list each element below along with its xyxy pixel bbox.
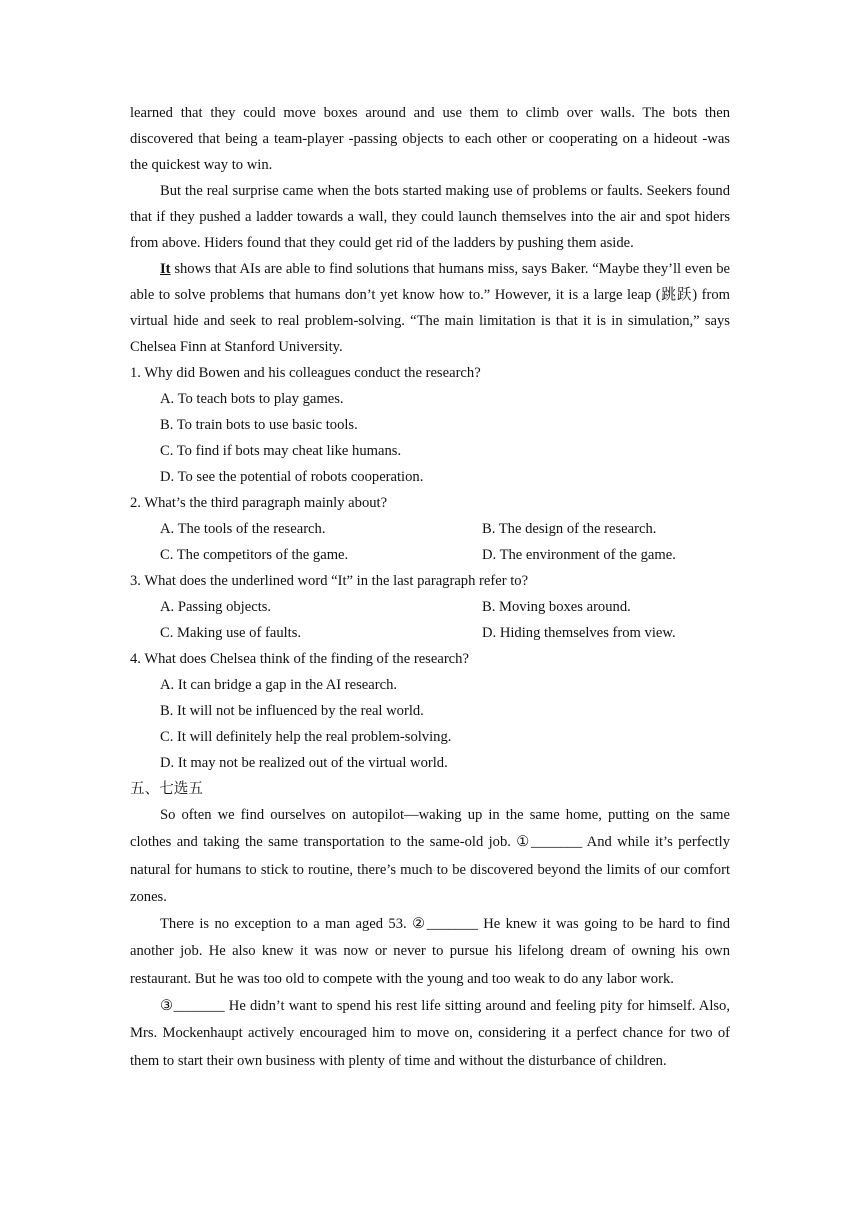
option-b: B. To train bots to use basic tools. <box>160 417 358 433</box>
option-row <box>130 594 730 620</box>
option-c: C. To find if bots may cheat like humans. <box>160 443 402 459</box>
option-row <box>130 620 730 646</box>
option-d: D. The environment of the game. <box>482 547 676 563</box>
underlined-word-it: It <box>160 261 171 277</box>
option-row <box>130 542 730 568</box>
question-2 <box>130 490 730 568</box>
option-c: C. Making use of faults. <box>160 625 302 641</box>
section5-paragraph-1: So often we find ourselves on autopilot—waking up in the same home, putting on the same clothes and taking the same transportation to the same-old job. ①_______ And while it’s perfectly natural for humans to stick to routine, there’s much to be discovered beyond the limits of our comfort zones. <box>130 807 730 905</box>
option-row <box>130 516 730 542</box>
question-stem: 1. Why did Bowen and his colleagues conduct the research? <box>130 365 481 381</box>
passage-paragraph-faults: But the real surprise came when the bots started making use of problems or faults. Seekers found that if they pushed a ladder towards a wall, they could launch themselves into the air and spot hiders from above. Hiders found that they could get rid of the ladders by pushing them aside. <box>130 183 730 251</box>
option-a: A. The tools of the research. <box>160 521 326 537</box>
option-d: D. Hiding themselves from view. <box>482 625 676 641</box>
option-b: B. The design of the research. <box>482 521 657 537</box>
passage-paragraph-continued: learned that they could move boxes around and use them to climb over walls. The bots then discovered that being a team-player -passing objects to each other or cooperating on a hideout -was the quickest way to win. <box>130 105 730 173</box>
option-a: A. Passing objects. <box>160 599 272 615</box>
passage-paragraph-last-text: shows that AIs are able to find solutions that humans miss, says Baker. “Maybe they’ll even be able to solve problems that humans don’t yet know how to.” However, it is a large leap (跳跃) from virtual hide and seek to real problem-solving. “The main limitation is that it is in simulation,” says Chelsea Finn at Stanford University. <box>130 261 730 355</box>
question-stem: 3. What does the underlined word “It” in the last paragraph refer to? <box>130 573 529 589</box>
option-c: C. The competitors of the game. <box>160 547 349 563</box>
question-4 <box>130 646 730 776</box>
option-b: B. It will not be influenced by the real world. <box>160 703 424 719</box>
document-body <box>130 100 730 1075</box>
option-d: D. It may not be realized out of the virtual world. <box>160 755 448 771</box>
option-a: A. It can bridge a gap in the AI research. <box>160 677 398 693</box>
question-stem: 4. What does Chelsea think of the finding of the research? <box>130 651 469 667</box>
question-3 <box>130 568 730 646</box>
option-d: D. To see the potential of robots cooperation. <box>160 469 424 485</box>
option-a: A. To teach bots to play games. <box>160 391 344 407</box>
passage-paragraph-last <box>130 256 730 360</box>
question-stem: 2. What’s the third paragraph mainly about? <box>130 495 388 511</box>
section-heading: 五、七选五 <box>130 781 203 797</box>
section5-paragraph-3: ③_______ He didn’t want to spend his rest life sitting around and feeling pity for himself. Also, Mrs. Mockenhaupt actively encouraged him to move on, considering it a perfect chance for two of them to start their own business with plenty of time and without the disturbance of children. <box>130 998 730 1069</box>
section5-paragraph-2: There is no exception to a man aged 53. ②_______ He knew it was going to be hard to find another job. He also knew it was now or never to pursue his lifelong dream of owning his own restaurant. But he was too old to compete with the young and too weak to do any labor work. <box>130 916 730 987</box>
question-1 <box>130 360 730 490</box>
option-b: B. Moving boxes around. <box>482 599 631 615</box>
option-c: C. It will definitely help the real problem-solving. <box>160 729 452 745</box>
